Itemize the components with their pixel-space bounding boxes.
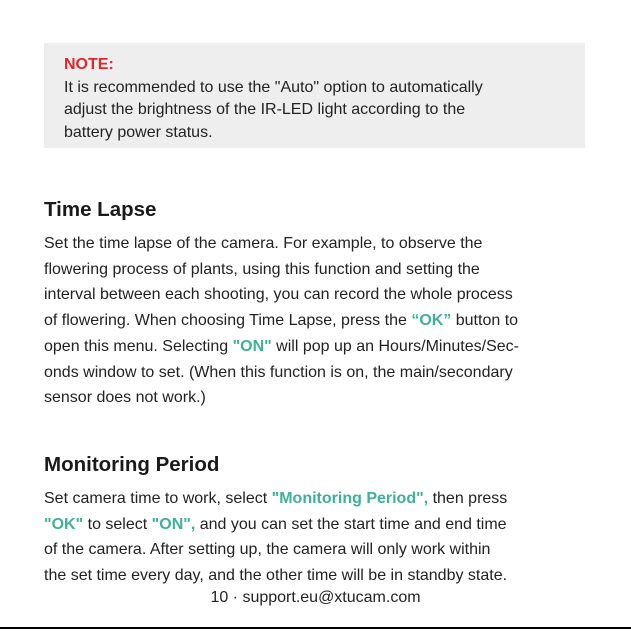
paragraph-line	[44, 486, 589, 512]
paragraph-line: the set time every day, and the other time will be in standby state.	[44, 567, 508, 585]
note-box	[44, 43, 585, 148]
paragraph-line: sensor does not work.)	[44, 389, 206, 407]
text-segment: to select	[83, 515, 152, 533]
note-title: NOTE:	[64, 56, 114, 73]
monitoring-period-paragraph	[44, 486, 589, 589]
paragraph-line: flowering process of plants, using this function and setting the	[44, 260, 480, 278]
monitoring-period-highlight: "Monitoring Period",	[271, 490, 429, 507]
ok-highlight: "OK"	[44, 515, 84, 533]
on-highlight: "ON",	[151, 515, 196, 533]
ok-highlight: “OK”	[411, 312, 452, 330]
paragraph-line: interval between each shooting, you can record the whole process	[44, 286, 513, 304]
text-segment: will pop up an Hours/Minutes/Sec-	[271, 337, 519, 355]
text-segment: button to	[451, 312, 519, 330]
support-email: support.eu@xtucam.com	[242, 589, 421, 606]
page-footer	[0, 589, 631, 607]
on-highlight: "ON"	[232, 337, 272, 355]
text-segment: open this menu. Selecting	[44, 337, 233, 355]
time-lapse-paragraph	[44, 231, 589, 411]
text-segment: then press	[428, 490, 508, 507]
text-segment: of flowering. When choosing Time Lapse, press the	[44, 312, 412, 330]
note-line: adjust the brightness of the IR-LED light according to the	[64, 101, 466, 118]
note-line: battery power status.	[64, 123, 213, 141]
paragraph-line: of the camera. After setting up, the camera will only work within	[44, 541, 491, 559]
text-segment: and you can set the start time and end time	[195, 515, 507, 533]
bottom-rule	[0, 627, 631, 629]
note-line: It is recommended to use the "Auto" option to automatically	[64, 78, 483, 96]
monitoring-period-heading: Monitoring Period	[44, 453, 220, 476]
text-segment: Set camera time to work, select	[44, 490, 272, 507]
time-lapse-heading: Time Lapse	[44, 198, 157, 221]
paragraph-line	[44, 308, 589, 334]
paragraph-line: Set the time lapse of the camera. For example, to observe the	[44, 235, 483, 252]
paragraph-line: onds window to set. (When this function is on, the main/secondary	[44, 363, 513, 381]
note-body	[64, 77, 565, 145]
paragraph-line	[44, 512, 589, 538]
footer-separator: ·	[228, 589, 243, 606]
page-number: 10	[210, 589, 229, 606]
paragraph-line	[44, 334, 589, 360]
